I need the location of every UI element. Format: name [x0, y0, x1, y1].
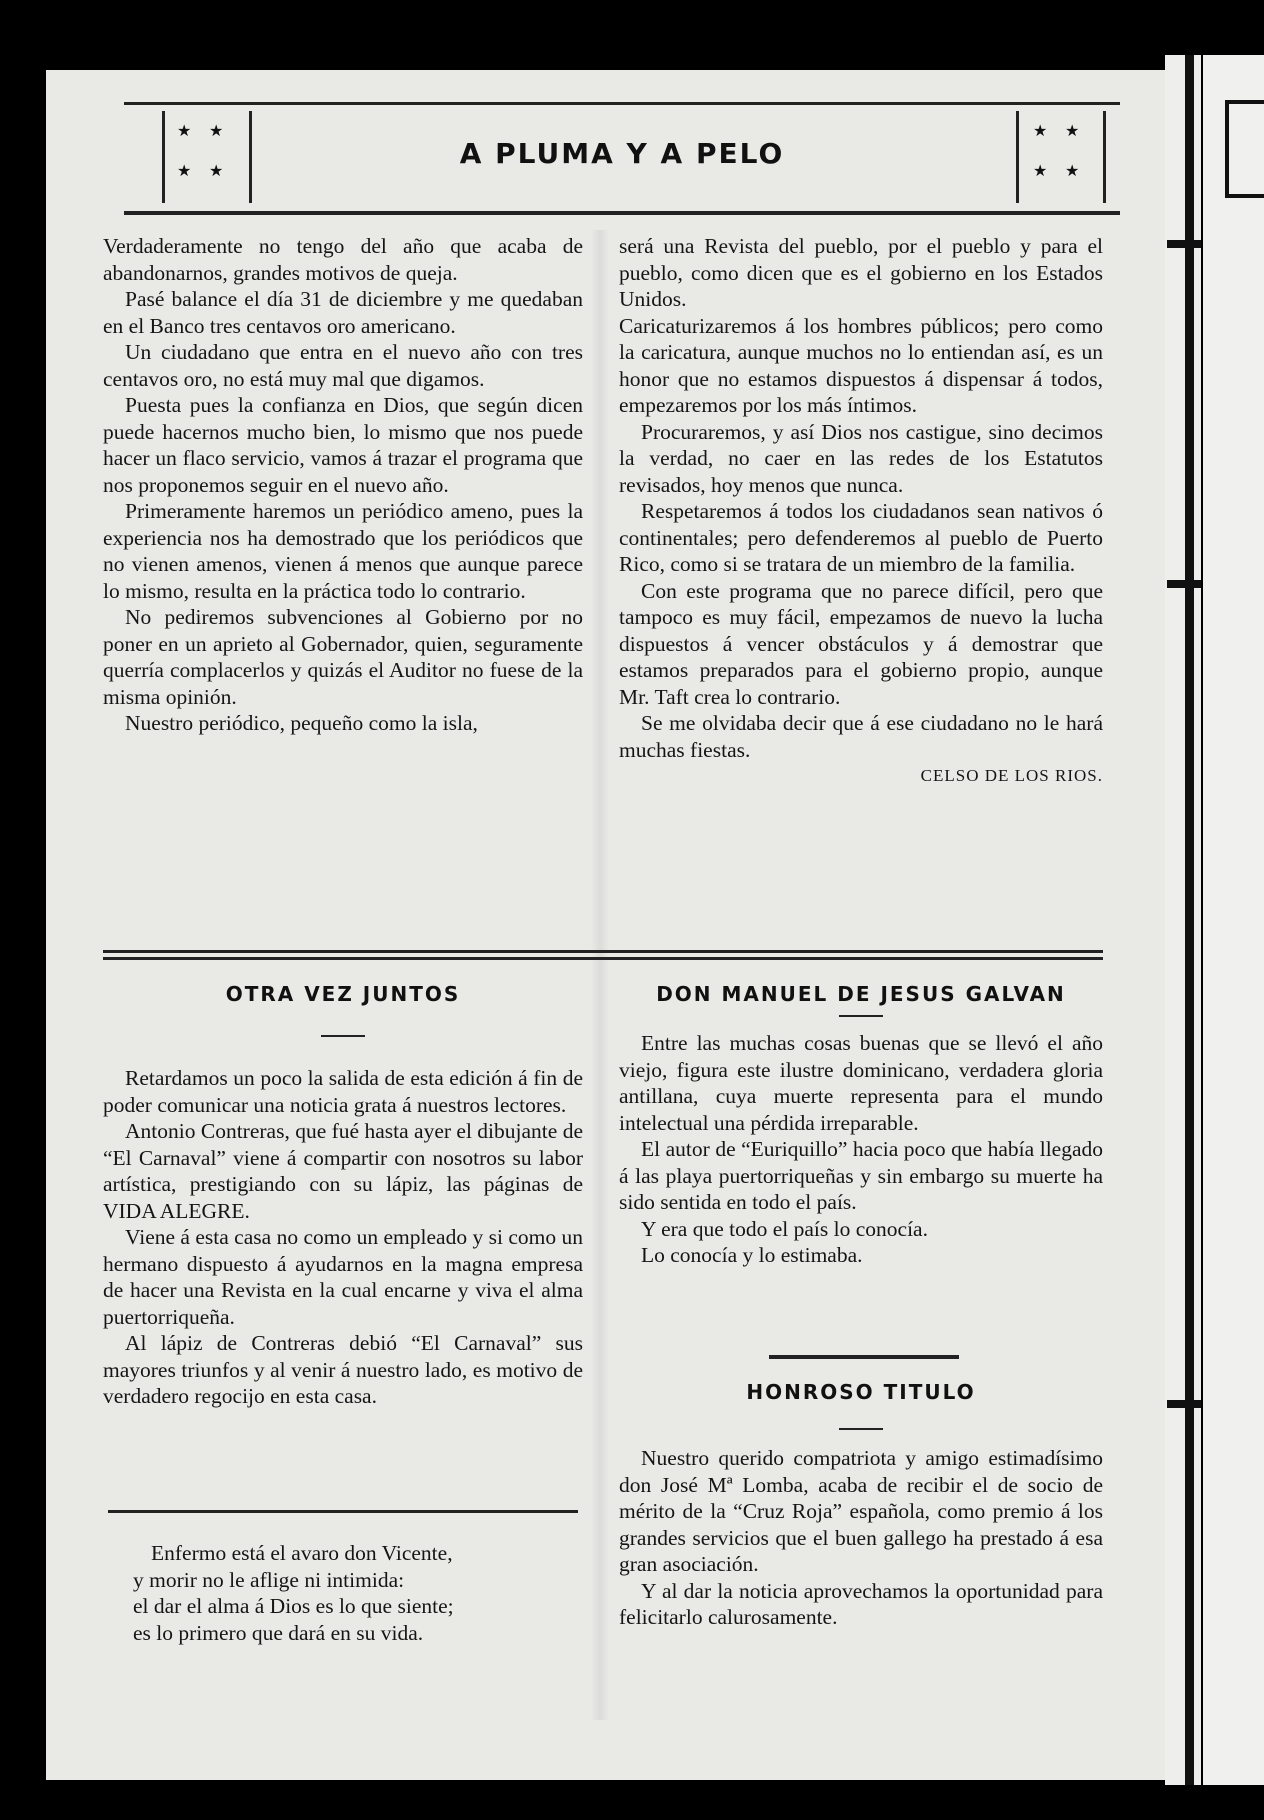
newspaper-page: [46, 70, 1196, 1780]
paragraph: Antonio Contreras, que fué hasta ayer el dibujante de “El Carnaval” viene á compartir con nosotros su labor artística, prestigiando con su lápiz, las páginas de VIDA ALEGRE.: [103, 1119, 583, 1223]
paragraph: Y era que todo el país lo conocía.: [641, 1216, 928, 1241]
verse-line: y morir no le aflige ni intimida:: [133, 1567, 405, 1592]
paragraph: Nuestro querido compatriota y amigo estimadísimo don José Mª Lomba, acaba de recibir el de socio de mérito de la “Cruz Roja” española, como premio á los grandes servicios que el buen gallego ha prestado á esa gran asociación.: [619, 1446, 1103, 1576]
verse-line: el dar el alma á Dios es lo que siente;: [133, 1594, 454, 1618]
article-body: [619, 1030, 1103, 1269]
editorial-column-right: [619, 233, 1103, 790]
paragraph: Retardamos un poco la salida de esta edición á fin de poder comunicar una noticia grata á nuestros lectores.: [103, 1066, 583, 1117]
star-icon: ★: [177, 121, 192, 140]
paragraph: Puesta pues la confianza en Dios, que según dicen puede hacernos mucho bien, lo mismo que nos puede hacer un flaco servicio, vamos á trazar el programa que nos proponemos seguir en el nuevo año.: [103, 393, 583, 497]
paragraph: Al lápiz de Contreras debió “El Carnaval” sus mayores triunfos y al venir á nuestro lado, es motivo de verdadero regocijo en esta casa.: [103, 1331, 583, 1408]
spine-mark: [1167, 580, 1201, 588]
paragraph: Con este programa que no parece difícil, pero que tampoco es muy fácil, empezamos de nuevo la lucha dispuestos á vencer obstáculos y á demostrar que estamos preparados para el gobierno propio, aunque Mr. Taft crea lo contrario.: [619, 578, 1103, 709]
verse-line: Enfermo está el avaro don Vicente,: [151, 1541, 453, 1565]
paragraph: Se me olvidaba decir que á ese ciudadano no le hará muchas fiestas.: [619, 711, 1103, 762]
article-title: DON MANUEL DE JESUS GALVAN: [656, 982, 1066, 1006]
title-rule: [321, 1035, 365, 1037]
title-rule: [839, 1015, 883, 1017]
spine-mark: [1167, 1400, 1201, 1408]
section-divider: [103, 950, 1103, 960]
right-ornament-box: [1016, 111, 1106, 203]
masthead-banner: [124, 102, 1120, 215]
paragraph: Nuestro periódico, pequeño como la isla,: [125, 711, 478, 735]
verse: [103, 1540, 583, 1646]
paragraph: Pasé balance el día 31 de diciembre y me quedaban en el Banco tres centavos oro americano.: [103, 287, 583, 338]
binding-spine: [1165, 55, 1201, 1785]
article-body: [619, 1445, 1103, 1631]
article-body: [103, 1065, 583, 1410]
star-icon: ★: [209, 161, 224, 180]
star-icon: ★: [1065, 161, 1080, 180]
paragraph: Viene á esta casa no como un empleado y si como un hermano dispuesto á ayudarnos en la magna empresa de hacer una Revista en la cual encarne y viva el alma puertorriqueña.: [103, 1225, 583, 1329]
paragraph: Verdaderamente no tengo del año que acaba de abandonarnos, grandes motivos de queja.: [103, 234, 583, 285]
adjacent-page-frame: [1225, 100, 1264, 198]
star-icon: ★: [1065, 121, 1080, 140]
star-icon: ★: [177, 161, 192, 180]
divider: [108, 1510, 578, 1513]
adjacent-page-edge: [1203, 55, 1264, 1785]
spine-line: [1185, 55, 1194, 1785]
star-icon: ★: [209, 121, 224, 140]
star-icon: ★: [1033, 121, 1048, 140]
title-rule: [839, 1428, 883, 1430]
paragraph: Un ciudadano que entra en el nuevo año con tres centavos oro, no está muy mal que digamos.: [103, 340, 583, 391]
article-title: OTRA VEZ JUNTOS: [225, 982, 461, 1006]
paragraph: El autor de “Euriquillo” hacia poco que había llegado á las playa puertorriqueñas y sin embargo su muerte ha sido sentida en todo el país.: [619, 1137, 1103, 1214]
paragraph: Y al dar la noticia aprovechamos la oportunidad para felicitarlo calurosamente.: [619, 1578, 1103, 1629]
verse-line: es lo primero que dará en su vida.: [133, 1620, 424, 1645]
paragraph: Respetaremos á todos los ciudadanos sean nativos ó continentales; pero defenderemos al pueblo de Puerto Rico, como si se tratara de un miembro de la familia.: [619, 499, 1103, 576]
section-title: A PLUMA Y A PELO: [459, 137, 785, 170]
paragraph: Lo conocía y lo estimaba.: [641, 1243, 863, 1267]
editorial-column-left: [103, 233, 583, 737]
star-icon: ★: [1033, 161, 1048, 180]
article-title: HONROSO TITULO: [746, 1380, 976, 1404]
paragraph: Caricaturizaremos á los hombres públicos; pero como la caricatura, aunque muchos no lo entiendan así, es un honor que no estamos dispuestos á dispensar á todos, empezaremos por los más íntimos.: [619, 313, 1103, 417]
spine-mark: [1167, 240, 1201, 248]
divider: [769, 1355, 959, 1359]
paragraph: No pediremos subvenciones al Gobierno por no poner en un aprieto al Gobernador, quien, seguramente querría complacerlos y quizás el Auditor no fuese de la misma opinión.: [103, 605, 583, 709]
paragraph: será una Revista del pueblo, por el pueblo y para el pueblo, como dicen que es el gobierno en los Estados Unidos.: [619, 234, 1103, 311]
page-fold-shadow: [591, 230, 609, 1720]
paragraph: Primeramente haremos un periódico ameno, pues la experiencia nos ha demostrado que los periódicos que no vienen amenos, vienen á menos que aunque parece lo mismo, resulta en la práctica todo lo contrario.: [103, 499, 583, 603]
author-signature: CELSO DE LOS RIOS.: [920, 766, 1103, 785]
paragraph: Procuraremos, y así Dios nos castigue, sino decimos la verdad, no caer en las redes de los Estatutos revisados, hoy menos que nunca.: [619, 419, 1103, 497]
paragraph: Entre las muchas cosas buenas que se llevó el año viejo, figura este ilustre dominicano, verdadera gloria antillana, cuya muerte representa para el mundo intelectual una pérdida irreparable.: [619, 1031, 1103, 1135]
